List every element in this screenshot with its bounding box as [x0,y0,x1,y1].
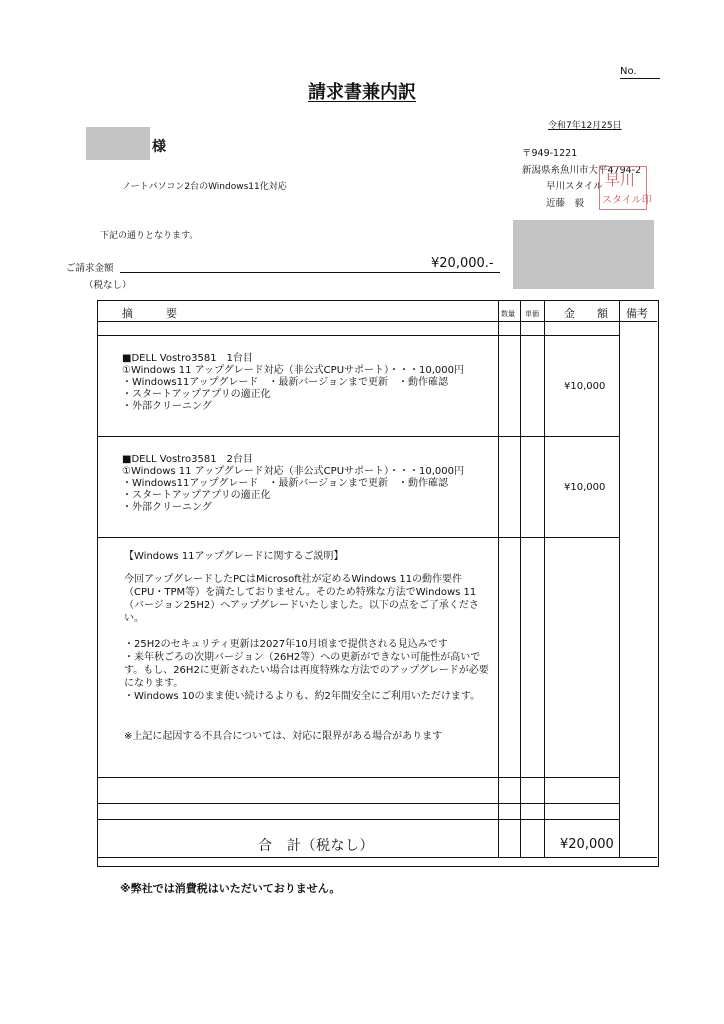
header-remarks: 備考 [626,307,648,320]
recipient-honorific: 様 [152,139,166,155]
col-divider [544,301,545,857]
redacted-block [513,220,654,289]
row-divider [98,777,619,778]
total-label: 合 計（税なし） [258,838,374,854]
note-caution: ※上記に起因する不具合については、対応に限界がある場合があります [124,731,443,742]
line-item-1: ■DELL Vostro3581 1台目 ①Windows 11 アップグレード対応（非公式CPUサポート）・・・10,000円 ・Windows11アップグレード ・最新バージョンまで更新 ・動作確認 ・スタートアップアプリの適正化 ・外部クリーニング [122,353,465,412]
invoice-table [97,300,659,867]
total-row-divider [98,819,619,820]
note-bullet-3: ・Windows 10のまま使い続けるよりも、約2年間安全にご利用いただけます。 [124,691,481,702]
line-item-2: ■DELL Vostro3581 2台目 ①Windows 11 アップグレード対応（非公式CPUサポート）・・・10,000円 ・Windows11アップグレード ・最新バージョンまで更新 ・動作確認 ・スタートアップアプリの適正化 ・外部クリーニング [122,454,465,513]
row-divider [98,537,619,538]
line-item-2-amount: ¥10,000 [564,482,606,493]
billing-amount-underline [120,272,500,273]
document-number-label: No. [620,66,660,79]
row-divider [98,321,657,322]
redacted-recipient-name [86,127,150,160]
company-seal-stamp [599,166,652,210]
row-divider [98,857,657,858]
col-divider [619,301,620,857]
row-divider [98,803,619,804]
issuer-postal-code: 〒949-1221 [522,148,578,159]
document-title [0,78,724,104]
header-quantity: 数量 [501,310,515,318]
note-bullet-1: ・25H2のセキュリティ更新は2027年10月頃まで提供される見込みです [124,639,448,650]
header-description: 摘 要 [122,307,177,320]
row-divider [98,436,619,437]
document-title-text: 請求書兼内訳 [308,82,416,103]
invoice-subject: ノートパソコン2台のWindows11化対応 [122,182,287,192]
total-value: ¥20,000 [560,837,614,852]
tax-note: （税なし） [84,280,132,291]
billing-amount-value: ¥20,000.- [431,256,494,271]
issuer-address: 新潟県糸魚川市大平4794-2 [522,165,642,176]
col-divider [520,301,521,857]
issuer-person: 近藤 毅 [546,198,585,209]
tax-disclaimer: ※弊社では消費税はいただいておりません。 [120,882,341,895]
header-unit-price: 単価 [525,310,539,318]
intro-notice: 下記の通りとなります。 [100,231,199,241]
issuer-company: 早川スタイル [546,181,603,192]
note-title: 【Windows 11アップグレードに関するご説明】 [124,551,344,562]
row-divider [98,335,619,336]
issue-date: 令和7年12月25日 [548,121,622,131]
note-paragraph: 今回アップグレードしたPCはMicrosoft社が定めるWindows 11の動作要件（CPU・TPM等）を満たしておりません。そのため特殊な方法でWindows 11（バージョン25H2）へアップグレードいたしました。以下の点をご了承ください。 [124,574,479,624]
col-divider [498,301,499,857]
note-bullet-2: ・来年秋ごろの次期バージョン（26H2等）への更新ができない可能性が高いです。もし、26H2に更新されたい場合は再度特殊な方法でのアップグレードが必要になります。 [124,652,489,689]
line-item-1-amount: ¥10,000 [564,381,606,392]
stamp-text-bottom: スタイル印 [602,195,652,206]
stamp-text-top: 早川 [605,171,636,189]
header-amount: 金 額 [564,307,608,320]
billing-amount-label: ご請求金額 [66,263,114,274]
